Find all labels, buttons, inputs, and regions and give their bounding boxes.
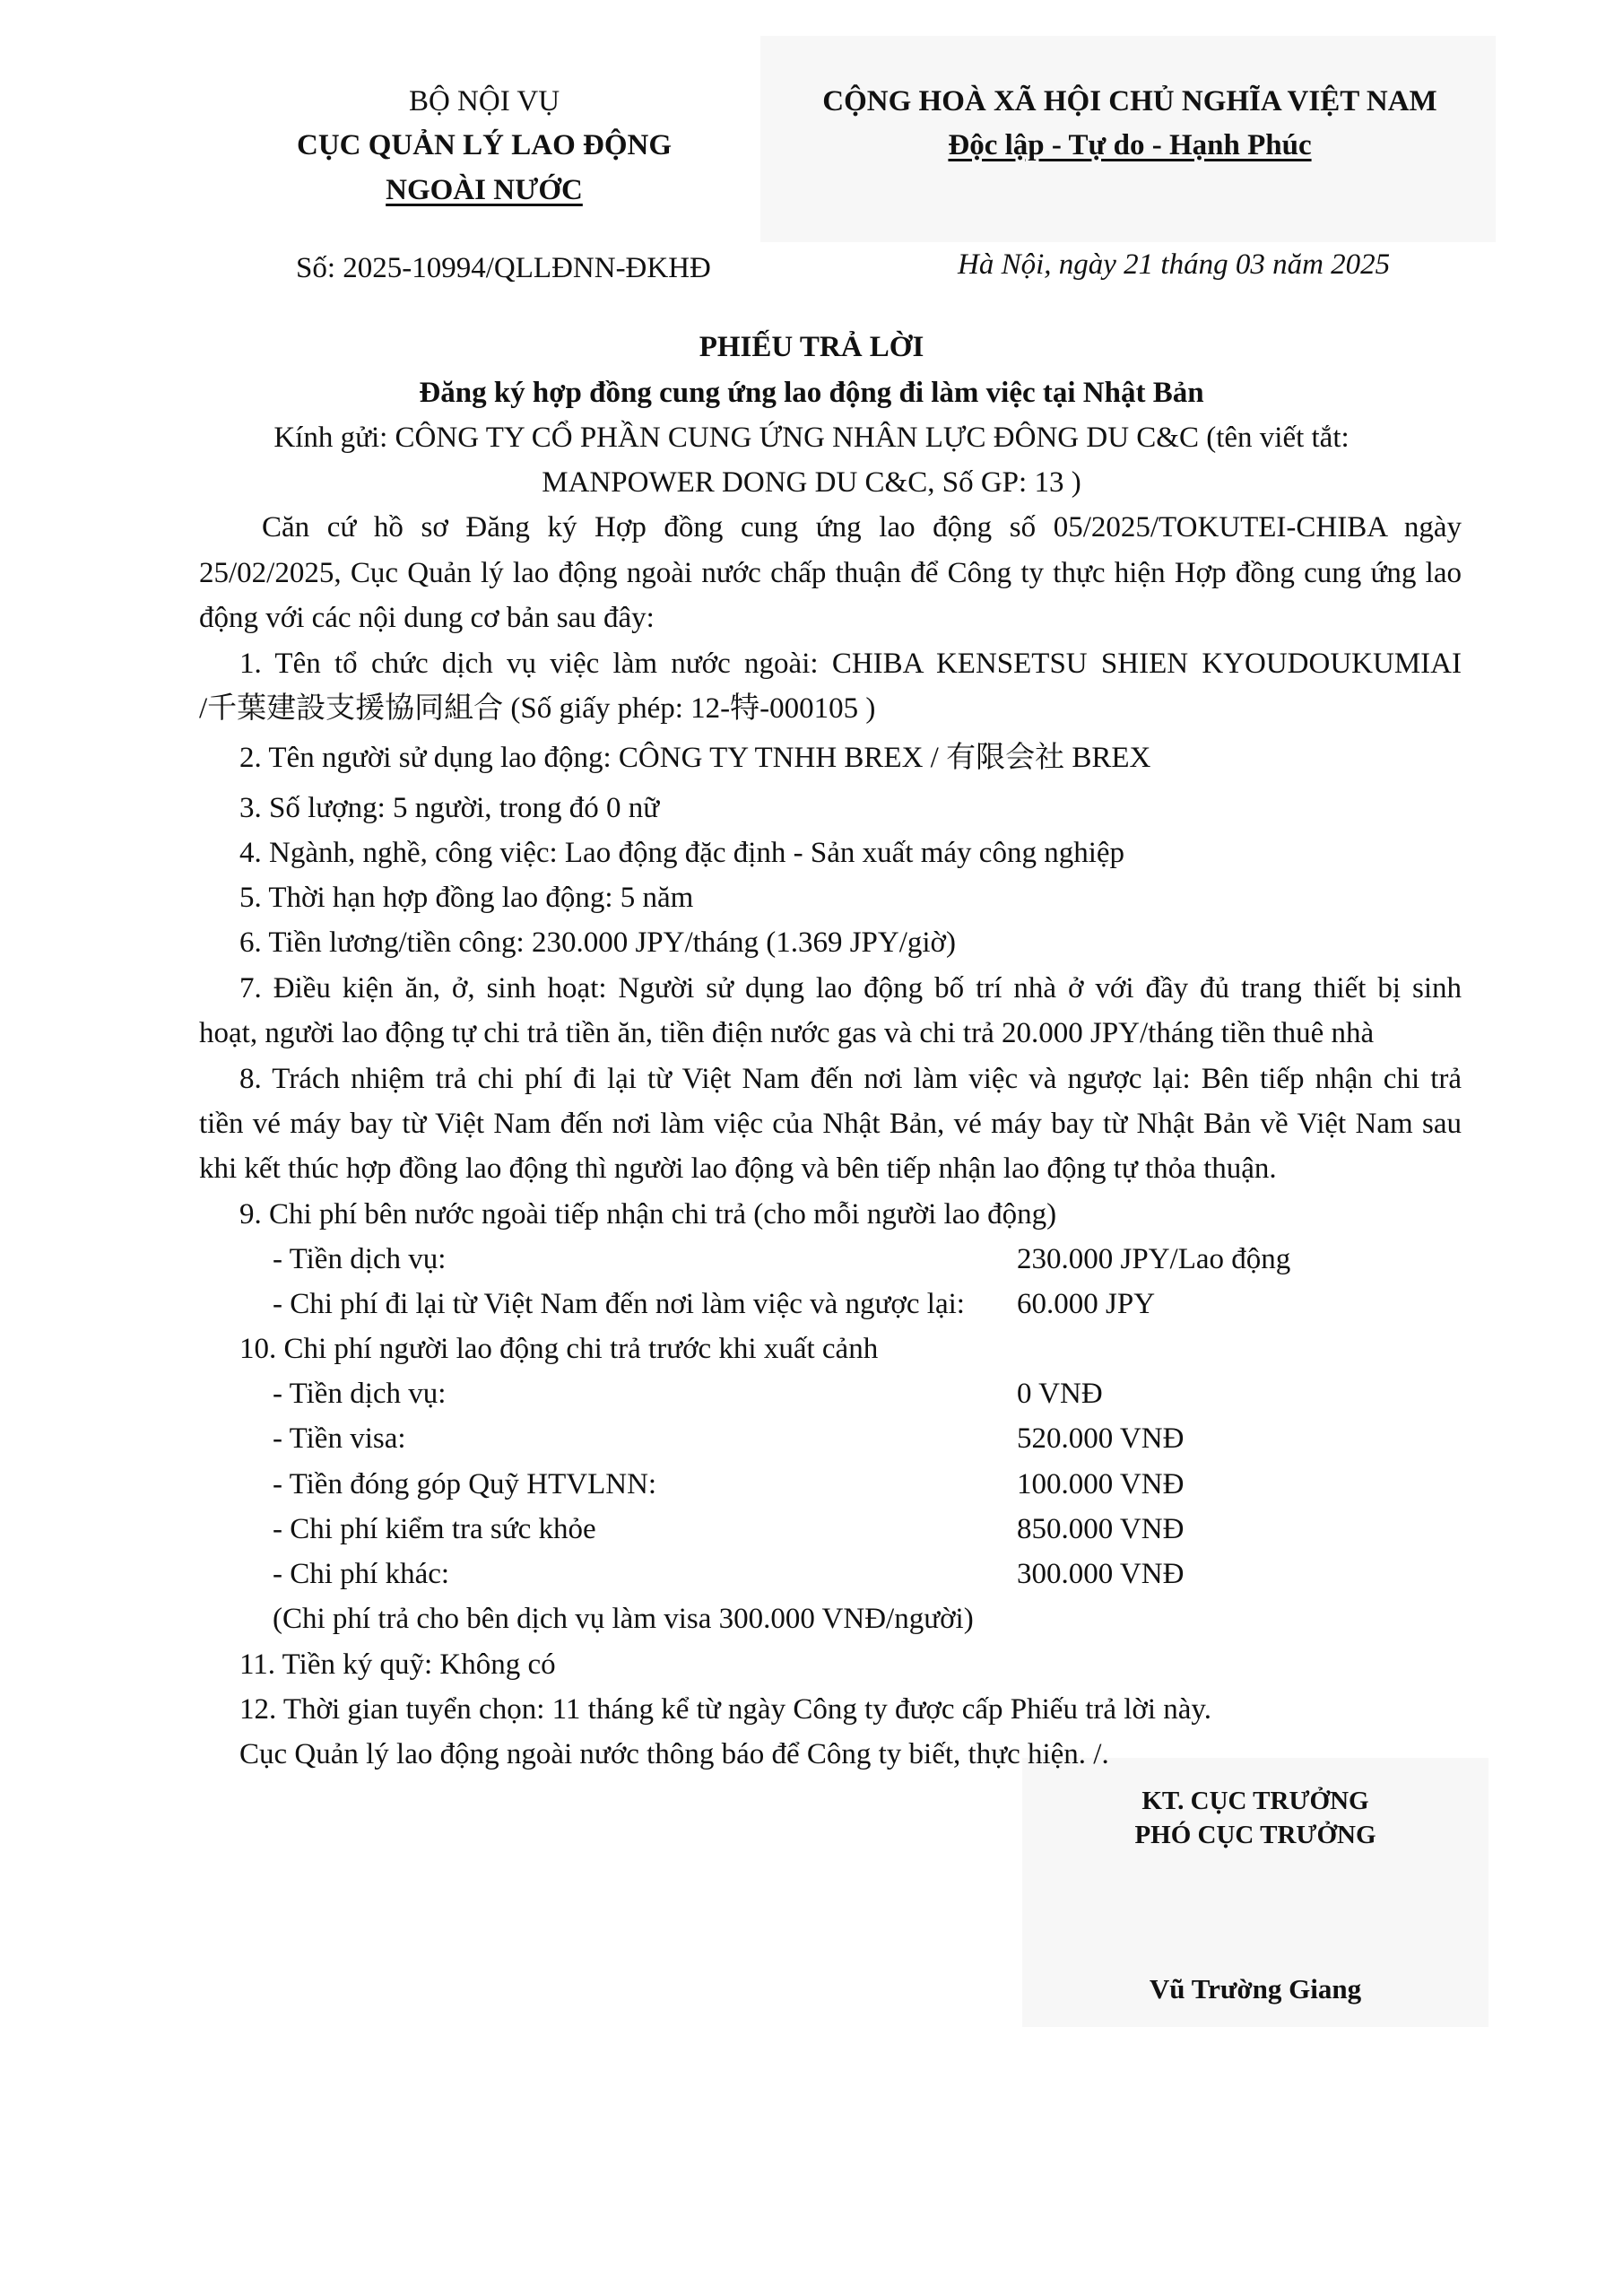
cost-foreign-label-1: - Tiền dịch vụ:: [273, 1243, 447, 1275]
recipient-line2: MANPOWER DONG DU C&C, Số GP: 13 ): [542, 466, 1081, 499]
national-motto: [789, 128, 1471, 164]
item11: 11. Tiền ký quỹ: Không có: [239, 1648, 556, 1681]
intro-line3: động với các nội dung cơ bản sau đây:: [199, 602, 655, 634]
item10-note: (Chi phí trả cho bên dịch vụ làm visa 300.000 VNĐ/người): [273, 1603, 974, 1635]
document-number: Số: 2025-10994/QLLĐNN-ĐKHĐ: [296, 252, 711, 284]
national-motto-text: Độc lập - Tự do - Hạnh Phúc: [948, 129, 1312, 161]
place-date: Hà Nội, ngày 21 tháng 03 năm 2025: [958, 248, 1391, 281]
item7-line1: 7. Điều kiện ăn, ở, sinh hoạt: Người sử dụng lao động bố trí nhà ở với đầy đủ trang thiết bị sinh: [239, 972, 1462, 1004]
department-name-line1: CỤC QUẢN LÝ LAO ĐỘNG: [296, 129, 672, 161]
item2: 2. Tên người sử dụng lao động: CÔNG TY TNHH BREX / 有限会社 BREX: [239, 742, 1151, 774]
closing-statement: Cục Quản lý lao động ngoài nước thông báo để Công ty biết, thực hiện. /.: [239, 1738, 1109, 1770]
item5: 5. Thời hạn hợp đồng lao động: 5 năm: [239, 882, 694, 914]
cost-worker-label-2: - Tiền visa:: [273, 1422, 406, 1455]
cost-worker-label-1: - Tiền dịch vụ:: [273, 1378, 447, 1410]
intro-line1: Căn cứ hồ sơ Đăng ký Hợp đồng cung ứng lao động số 05/2025/TOKUTEI-CHIBA ngày: [262, 511, 1462, 544]
recipient-line1: Kính gửi: CÔNG TY CỔ PHẦN CUNG ỨNG NHÂN LỰC ĐÔNG DU C&C (tên viết tắt:: [273, 422, 1350, 454]
cost-worker-label-5: - Chi phí khác:: [273, 1558, 450, 1590]
cost-foreign-label-2: - Chi phí đi lại từ Việt Nam đến nơi làm việc và ngược lại:: [273, 1288, 965, 1320]
item8-line3: khi kết thúc hợp đồng lao động thì người lao động và bên tiếp nhận lao động tự thỏa thuận.: [199, 1152, 1277, 1185]
item9: 9. Chi phí bên nước ngoài tiếp nhận chi trả (cho mỗi người lao động): [239, 1198, 1057, 1231]
signature-title-line2: PHÓ CỤC TRƯỞNG: [1134, 1821, 1376, 1849]
cost-worker-value-4: 850.000 VNĐ: [1017, 1513, 1185, 1545]
cost-worker-value-2: 520.000 VNĐ: [1017, 1422, 1185, 1455]
cost-worker-label-3: - Tiền đóng góp Quỹ HTVLNN:: [273, 1468, 657, 1500]
item12: 12. Thời gian tuyển chọn: 11 tháng kể từ ngày Công ty được cấp Phiếu trả lời này.: [239, 1693, 1212, 1726]
ministry-name: BỘ NỘI VỤ: [408, 85, 560, 117]
cost-foreign-value-1: 230.000 JPY/Lao động: [1017, 1243, 1291, 1275]
signature-title-line1: KT. CỤC TRƯỞNG: [1141, 1787, 1369, 1815]
cost-foreign-value-2: 60.000 JPY: [1017, 1288, 1156, 1320]
item6: 6. Tiền lương/tiền công: 230.000 JPY/tháng (1.369 JPY/giờ): [239, 926, 956, 959]
item3: 3. Số lượng: 5 người, trong đó 0 nữ: [239, 792, 660, 824]
signer-name: Vũ Trường Giang: [1149, 1973, 1362, 2005]
item8-line2: tiền vé máy bay từ Việt Nam đến nơi làm việc của Nhật Bản, vé máy bay từ Nhật Bản về Việt Nam sau: [199, 1108, 1462, 1140]
document-subtitle: Đăng ký hợp đồng cung ứng lao động đi làm việc tại Nhật Bản: [419, 377, 1204, 409]
item4: 4. Ngành, nghề, công việc: Lao động đặc định - Sản xuất máy công nghiệp: [239, 837, 1125, 869]
item1-line2: /千葉建設支援協同組合 (Số giấy phép: 12-特-000105 ): [199, 692, 876, 725]
department-name-line2: [251, 173, 717, 209]
item10: 10. Chi phí người lao động chi trả trước khi xuất cảnh: [239, 1333, 879, 1365]
item1-line1: 1. Tên tổ chức dịch vụ việc làm nước ngoài: CHIBA KENSETSU SHIEN KYOUDOUKUMIAI: [239, 648, 1462, 680]
document-title: PHIẾU TRẢ LỜI: [699, 331, 924, 363]
intro-line2: 25/02/2025, Cục Quản lý lao động ngoài nước chấp thuận để Công ty thực hiện Hợp đồng cung ứng lao: [199, 557, 1462, 589]
item8-line1: 8. Trách nhiệm trả chi phí đi lại từ Việt Nam đến nơi làm việc và ngược lại: Bên tiếp nhận chi trả: [239, 1063, 1462, 1095]
cost-worker-label-4: - Chi phí kiểm tra sức khỏe: [273, 1513, 596, 1545]
department-name-line2-text: NGOÀI NƯỚC: [386, 174, 583, 206]
cost-worker-value-5: 300.000 VNĐ: [1017, 1558, 1185, 1590]
cost-worker-value-1: 0 VNĐ: [1017, 1378, 1103, 1410]
cost-worker-value-3: 100.000 VNĐ: [1017, 1468, 1185, 1500]
country-name: CỘNG HOÀ XÃ HỘI CHỦ NGHĨA VIỆT NAM: [822, 85, 1437, 117]
item7-line2: hoạt, người lao động tự chi trả tiền ăn, tiền điện nước gas và chi trả 20.000 JPY/tháng tiền thuê nhà: [199, 1017, 1375, 1049]
